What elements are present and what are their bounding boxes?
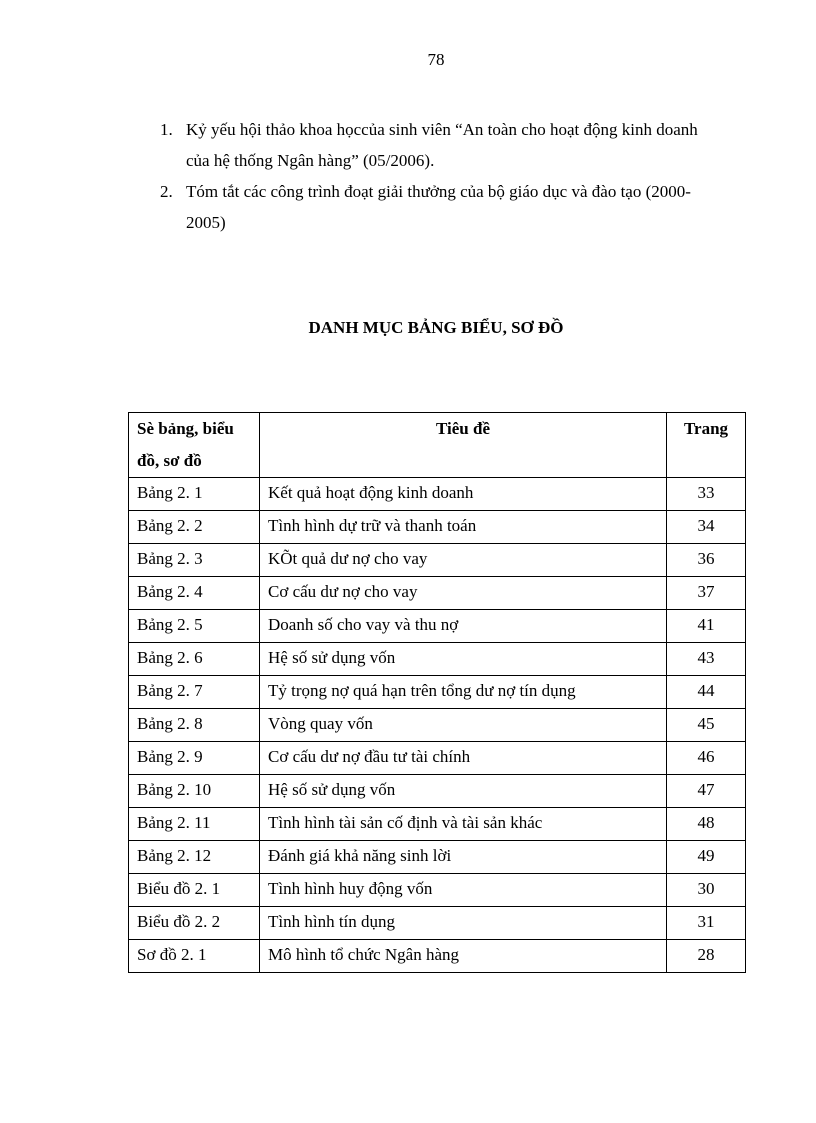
table-row [129, 907, 746, 940]
row-page-cell: 36 [667, 544, 746, 577]
row-title-cell: Kết quả hoạt động kinh doanh [260, 478, 667, 511]
table-row [129, 742, 746, 775]
reference-text: Kỷ yếu hội thảo khoa họccủa sinh viên “An toàn cho hoạt động kinh doanh của hệ thống Ngân hàng” (05/2006). [186, 120, 698, 170]
row-id-cell: Bảng 2. 4 [129, 577, 260, 610]
row-id-cell: Bảng 2. 11 [129, 808, 260, 841]
table-row [129, 709, 746, 742]
row-page-cell: 37 [667, 577, 746, 610]
header-page: Trang [667, 413, 746, 478]
row-title-cell: Doanh số cho vay và thu nợ [260, 610, 667, 643]
row-title-cell: Mô hình tổ chức Ngân hàng [260, 940, 667, 973]
table-header-row [129, 413, 746, 478]
row-title-cell: Tình hình tài sản cố định và tài sản khác [260, 808, 667, 841]
row-title-cell: Cơ cấu dư nợ cho vay [260, 577, 667, 610]
table-row [129, 676, 746, 709]
row-title-cell: Hệ số sử dụng vốn [260, 775, 667, 808]
section-title: DANH MỤC BẢNG BIỂU, SƠ ĐỒ [308, 318, 564, 337]
row-title-cell: Tình hình tín dụng [260, 907, 667, 940]
row-title-cell: Vòng quay vốn [260, 709, 667, 742]
row-id-cell: Bảng 2. 5 [129, 610, 260, 643]
row-title-cell: Đánh giá khả năng sinh lời [260, 841, 667, 874]
table-body [129, 478, 746, 973]
row-id-cell: Bảng 2. 7 [129, 676, 260, 709]
row-page-cell: 45 [667, 709, 746, 742]
table-row [129, 610, 746, 643]
row-id-cell: Bảng 2. 3 [129, 544, 260, 577]
row-id-cell: Bảng 2. 10 [129, 775, 260, 808]
table-row [129, 874, 746, 907]
table-row [129, 544, 746, 577]
row-page-cell: 31 [667, 907, 746, 940]
row-id-cell: Bảng 2. 1 [129, 478, 260, 511]
table-row [129, 478, 746, 511]
reference-text: Tóm tắt các công trình đoạt giải thưởng của bộ giáo dục và đào tạo (2000-2005) [186, 182, 691, 232]
reference-item [160, 114, 720, 176]
row-page-cell: 30 [667, 874, 746, 907]
row-id-cell: Bảng 2. 2 [129, 511, 260, 544]
row-title-cell: Hệ số sử dụng vốn [260, 643, 667, 676]
row-title-cell: Tình hình dự trữ và thanh toán [260, 511, 667, 544]
row-title-cell: Cơ cấu dư nợ đầu tư tài chính [260, 742, 667, 775]
figure-index-table [128, 412, 746, 973]
table-row [129, 643, 746, 676]
row-id-cell: Biểu đồ 2. 2 [129, 907, 260, 940]
row-page-cell: 41 [667, 610, 746, 643]
row-page-cell: 33 [667, 478, 746, 511]
row-title-cell: KÕt quả dư nợ cho vay [260, 544, 667, 577]
header-id: Sè bảng, biểu đồ, sơ đồ [129, 413, 260, 478]
row-page-cell: 43 [667, 643, 746, 676]
row-page-cell: 28 [667, 940, 746, 973]
reference-number: 1. [160, 120, 173, 139]
row-id-cell: Bảng 2. 8 [129, 709, 260, 742]
row-page-cell: 49 [667, 841, 746, 874]
reference-number: 2. [160, 182, 173, 201]
row-page-cell: 48 [667, 808, 746, 841]
table-row [129, 808, 746, 841]
row-page-cell: 44 [667, 676, 746, 709]
row-page-cell: 47 [667, 775, 746, 808]
table-row [129, 511, 746, 544]
header-title: Tiêu đề [260, 413, 667, 478]
row-title-cell: Tình hình huy động vốn [260, 874, 667, 907]
row-id-cell: Bảng 2. 6 [129, 643, 260, 676]
row-title-cell: Tỷ trọng nợ quá hạn trên tổng dư nợ tín dụng [260, 676, 667, 709]
row-id-cell: Bảng 2. 12 [129, 841, 260, 874]
table-row [129, 775, 746, 808]
reference-list [160, 114, 720, 238]
row-id-cell: Biểu đồ 2. 1 [129, 874, 260, 907]
reference-item [160, 176, 720, 238]
table-row [129, 577, 746, 610]
page-number: 78 [427, 50, 445, 69]
row-id-cell: Bảng 2. 9 [129, 742, 260, 775]
row-id-cell: Sơ đồ 2. 1 [129, 940, 260, 973]
table-row [129, 841, 746, 874]
table-row [129, 940, 746, 973]
row-page-cell: 34 [667, 511, 746, 544]
row-page-cell: 46 [667, 742, 746, 775]
